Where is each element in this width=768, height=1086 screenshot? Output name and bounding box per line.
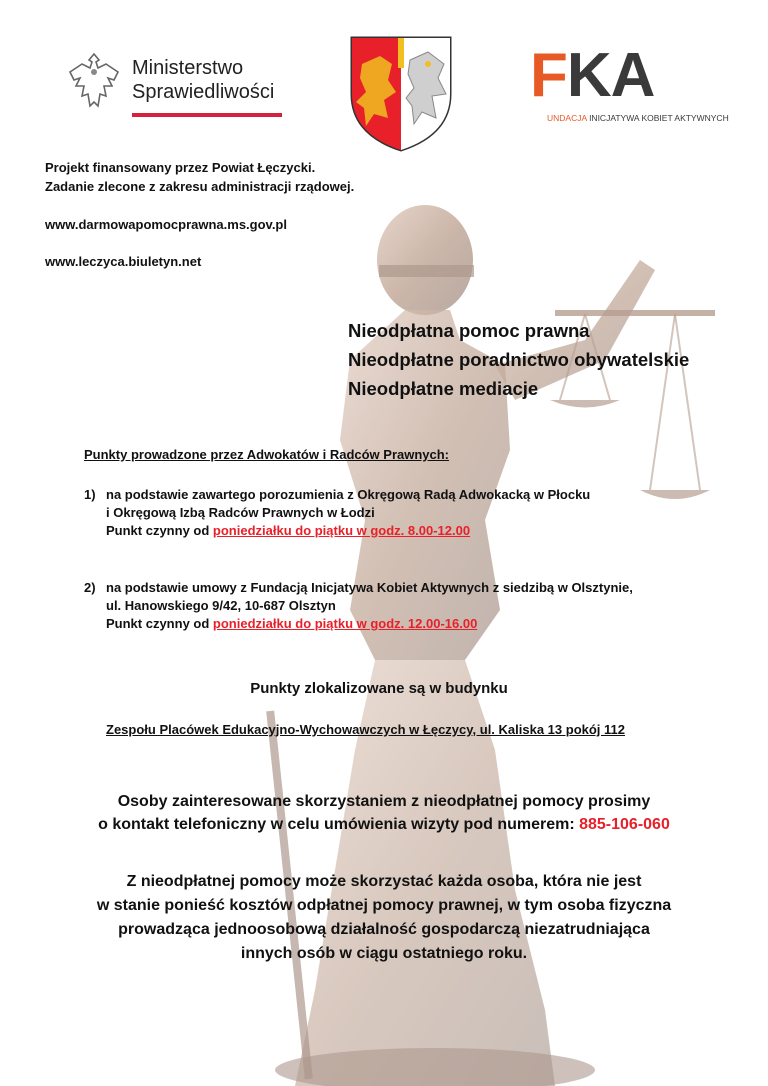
contact-block bbox=[0, 790, 768, 836]
location-title: Punkty zlokalizowane są w budynku bbox=[250, 680, 508, 697]
contact-line-2-text: o kontakt telefoniczny w celu umówienia wizyty pod numerem: bbox=[98, 816, 580, 833]
item-2-line-2: ul. Hanowskiego 9/42, 10-687 Olsztyn bbox=[106, 598, 336, 613]
info-line-1: Projekt finansowany przez Powiat Łęczycki. bbox=[45, 160, 316, 175]
item-1-line-1: na podstawie zawartego porozumienia z Okręgową Radą Adwokacką w Płocku bbox=[106, 487, 591, 502]
item-2 bbox=[106, 579, 633, 633]
fka-letter-f: F bbox=[530, 41, 567, 110]
eligibility-line-4: innych osób w ciągu ostatniego roku. bbox=[240, 945, 528, 962]
fka-sub-rest: INICJATYWA KOBIET AKTYWNYCH bbox=[589, 113, 729, 123]
coat-of-arms-icon bbox=[348, 34, 454, 152]
fka-logo bbox=[530, 41, 729, 127]
item-1-hours-prefix: Punkt czynny od bbox=[106, 523, 213, 538]
contact-line-2 bbox=[0, 813, 768, 836]
fka-wordmark bbox=[530, 43, 654, 109]
fka-letters-ka: KA bbox=[566, 41, 655, 110]
fka-sub-prefix: UNDACJA bbox=[547, 113, 587, 123]
ministry-name bbox=[132, 56, 274, 104]
contact-line-1: Osoby zainteresowane skorzystaniem z nieodpłatnej pomocy prosimy bbox=[117, 793, 651, 810]
item-2-number: 2) bbox=[84, 580, 96, 595]
headline-free-legal-aid: Nieodpłatna pomoc prawna bbox=[348, 320, 590, 341]
item-1-hours-line bbox=[106, 522, 590, 540]
item-2-hours: poniedziałku do piątku w godz. 12.00-16.00 bbox=[212, 616, 478, 631]
headline-civic-counseling: Nieodpłatne poradnictwo obywatelskie bbox=[348, 349, 690, 370]
info-line-2: Zadanie zlecone z zakresu administracji rządowej. bbox=[45, 179, 355, 194]
ministry-line-1: Ministerstwo bbox=[132, 57, 244, 79]
item-2-hours-line bbox=[106, 615, 633, 633]
item-1 bbox=[106, 486, 590, 540]
eligibility-line-3: prowadząca jednoosobową działalność gospodarczą niezatrudniająca bbox=[118, 921, 650, 938]
contact-phone[interactable]: 885-106-060 bbox=[579, 816, 670, 833]
eligibility-line-2: w stanie ponieść kosztów odpłatnej pomocy prawnej, w tym osoba fizyczna bbox=[96, 897, 672, 914]
location-address: Zespołu Placówek Edukacyjno-Wychowawczych w Łęczycy, ul. Kaliska 13 pokój 112 bbox=[106, 722, 625, 737]
ministry-logo bbox=[62, 50, 292, 125]
fka-subtitle bbox=[547, 113, 729, 123]
points-title: Punkty prowadzone przez Adwokatów i Radców Prawnych: bbox=[84, 447, 450, 462]
headline-mediation: Nieodpłatne mediacje bbox=[348, 378, 539, 399]
item-1-number: 1) bbox=[84, 487, 96, 502]
item-2-line-1: na podstawie umowy z Fundacją Inicjatywa Kobiet Aktywnych z siedzibą w Olsztynie, bbox=[106, 580, 633, 595]
url-ministry[interactable]: www.darmowapomocprawna.ms.gov.pl bbox=[45, 217, 287, 232]
eligibility-line-1: Z nieodpłatnej pomocy może skorzystać każda osoba, która nie jest bbox=[126, 873, 642, 890]
url-bip[interactable]: www.leczyca.biuletyn.net bbox=[45, 254, 202, 269]
eligibility-block bbox=[0, 870, 768, 966]
ministry-red-line bbox=[132, 113, 282, 117]
item-1-line-2: i Okręgową Izbą Radców Prawnych w Łodzi bbox=[106, 505, 375, 520]
item-2-hours-prefix: Punkt czynny od bbox=[106, 616, 213, 631]
fka-letters bbox=[530, 41, 654, 110]
ministry-line-2: Sprawiedliwości bbox=[132, 81, 275, 103]
eagle-emblem-icon bbox=[62, 50, 126, 114]
item-1-hours: poniedziałku do piątku w godz. 8.00-12.00 bbox=[212, 523, 471, 538]
